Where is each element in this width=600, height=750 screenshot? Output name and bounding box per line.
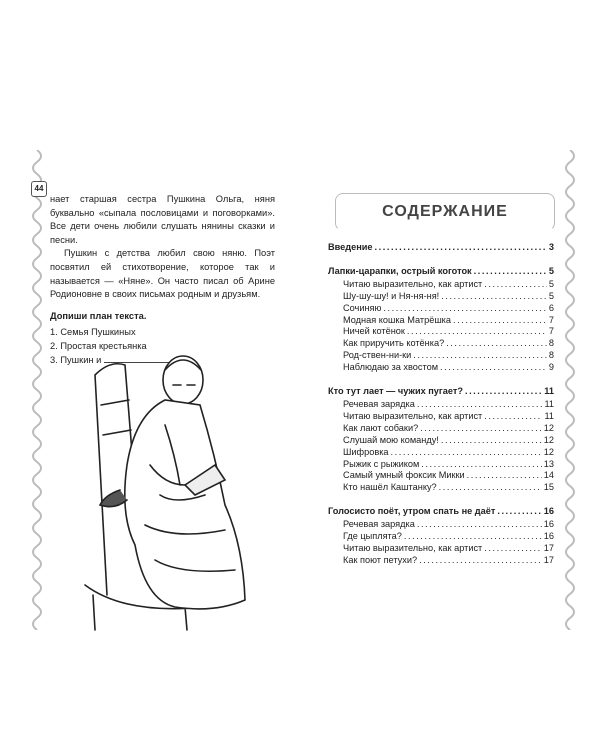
toc-page-number: 5 [548,265,554,276]
toc-title: Как поют петухи? [343,554,418,565]
leader-dots [484,279,547,291]
toc-page-number: 16 [543,506,554,517]
toc-section [328,386,554,494]
toc-title: Как лают собаки? [343,422,419,433]
toc-section [328,242,554,254]
toc-page-number: 8 [548,350,554,361]
toc-page-number: 11 [544,410,554,421]
leader-dots [391,447,542,459]
toc-title: Лапки-царапки, острый коготок [328,265,472,276]
leader-dots [375,242,547,254]
leader-dots [413,350,547,362]
toc-entry[interactable] [328,291,554,303]
leader-dots [421,459,541,471]
toc-entry[interactable] [328,326,554,338]
leader-dots [440,362,547,374]
leader-dots [404,531,542,543]
paragraph: нает старшая сестра Пушкина Ольга, няня буквально «сыпала пословицами и поговорками». Все дети очень любили слушать нянины сказки и песни. [50,194,275,245]
toc-page-number: 12 [543,446,554,457]
toc-page-number: 15 [543,482,554,493]
leader-dots [446,338,547,350]
toc-page-number: 13 [543,458,554,469]
toc-title: Речевая зарядка [343,398,415,409]
leader-dots [441,435,542,447]
toc-title: Шу-шу-шу! и Ня-ня-ня! [343,290,440,301]
leader-dots [383,303,546,315]
toc-page-number: 16 [543,519,554,530]
toc-page-number: 16 [543,531,554,542]
right-wavy-border [560,150,580,630]
toc-entry[interactable] [328,303,554,315]
toc-section-heading[interactable] [328,266,554,278]
toc-title: Наблюдаю за хвостом [343,362,439,373]
task-heading: Допиши план текста. [50,310,147,321]
toc-page-number: 14 [543,470,554,481]
toc-title: Кто тут лает — чужих пугает? [328,386,463,397]
toc-title: Читаю выразительно, как артист [343,278,483,289]
leader-dots [417,519,542,531]
toc-entry[interactable] [328,399,554,411]
leader-dots [439,482,542,494]
page-number: 44 [31,181,47,197]
toc-entry[interactable] [328,555,554,567]
toc-page-number: 5 [548,278,554,289]
toc-entry[interactable] [328,423,554,435]
toc-entry[interactable] [328,531,554,543]
toc-page-number: 12 [543,422,554,433]
toc-title: Сочиняю [343,302,382,313]
leader-dots [484,543,542,555]
toc-entry[interactable] [328,338,554,350]
toc-page-number: 6 [548,302,554,313]
leader-dots [441,291,547,303]
toc-entry[interactable] [328,435,554,447]
toc-page-number: 11 [544,386,554,397]
leader-dots [417,399,543,411]
toc-entry[interactable] [328,482,554,494]
toc-entry[interactable] [328,350,554,362]
plan-item-text: 3. Пушкин и [50,355,102,366]
toc-title: Как приручить котёнка? [343,338,445,349]
toc-page-number: 7 [548,314,554,325]
toc-title: Где цыплята? [343,531,402,542]
toc-page-number: 12 [543,434,554,445]
toc-entry[interactable] [328,411,554,423]
toc-page-number: 17 [543,542,554,553]
leader-dots [484,411,542,423]
toc-section-heading[interactable] [328,386,554,398]
toc-title: Введение [328,242,373,252]
table-of-contents [328,242,554,579]
left-page-text [50,193,275,368]
toc-entry[interactable] [328,459,554,471]
toc-page-number: 11 [544,398,554,409]
toc-title: Кто нашёл Каштанку? [343,482,437,493]
toc-section [328,506,554,567]
contents-title: СОДЕРЖАНИЕ [382,203,508,220]
leader-dots [419,555,542,567]
toc-section-heading[interactable] [328,506,554,518]
toc-title: Речевая зарядка [343,519,415,530]
toc-entry[interactable] [328,362,554,374]
plan-item: 2. Простая крестьянка [50,340,147,351]
toc-page-number: 9 [548,362,554,373]
leader-dots [453,315,547,327]
toc-title: Читаю выразительно, как артист [343,410,483,421]
toc-page-number: 3 [548,242,554,252]
toc-entry[interactable] [328,470,554,482]
toc-entry[interactable] [328,315,554,327]
toc-page-number: 5 [548,290,554,301]
paragraph: Пушкин с детства любил свою няню. Поэт посвятил ей стихотворение, которое так и называется — «Няне». Он часто писал об Арине Родионовне в своих письмах родным и друзьям. [50,248,275,300]
toc-page-number: 17 [543,554,554,565]
toc-title: Читаю выразительно, как артист [343,542,483,553]
toc-title: Голосисто поёт, утром спать не даёт [328,506,496,517]
leader-dots [465,386,542,398]
toc-entry[interactable] [328,447,554,459]
toc-entry[interactable] [328,279,554,291]
plan-item: 1. Семья Пушкиных [50,327,136,338]
toc-section [328,266,554,374]
toc-entry[interactable] [328,543,554,555]
leader-dots [497,506,541,518]
toc-entry[interactable] [328,519,554,531]
toc-title: Рыжик с рыжиком [343,458,420,469]
toc-title: Самый умный фоксик Микки [343,470,465,481]
toc-page-number: 8 [548,338,554,349]
toc-section-heading[interactable] [328,242,554,254]
toc-title: Шифровка [343,446,389,457]
leader-dots [467,470,542,482]
toc-title: Слушай мою команду! [343,434,439,445]
left-wavy-border [27,150,47,630]
toc-title: Ничей котёнок [343,326,405,337]
leader-dots [407,326,547,338]
old-woman-reading-illustration [65,345,265,635]
leader-dots [420,423,542,435]
toc-page-number: 7 [548,326,554,337]
toc-title: Род-ствен-ни-ки [343,350,412,361]
toc-title: Модная кошка Матрёшка [343,314,452,325]
leader-dots [474,266,547,278]
